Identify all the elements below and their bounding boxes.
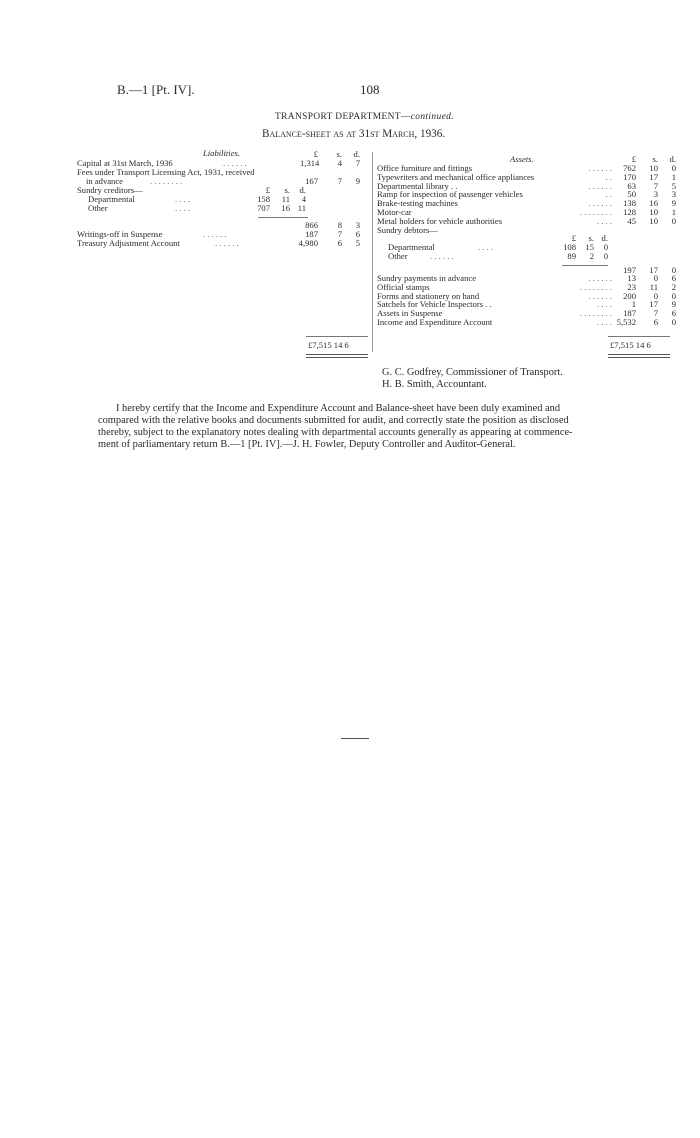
asset-amount-pence: 5 bbox=[671, 180, 676, 191]
dot-leader: . . . . bbox=[478, 242, 494, 252]
asset-amount-pence: 6 bbox=[671, 273, 676, 283]
liability-label-fees-cont: in advance bbox=[86, 176, 123, 186]
asset-amount bbox=[614, 217, 684, 227]
column-divider bbox=[372, 152, 373, 352]
certificate-line-1: I hereby certify that the Income and Expenditure Account and Balance-sheet have been duly examined and bbox=[116, 403, 561, 414]
subtotal-rule bbox=[258, 217, 308, 218]
creditor-label-other: Other bbox=[88, 203, 108, 213]
asset-amount-shillings: 0 bbox=[653, 273, 658, 283]
asset-label: Official stamps bbox=[377, 281, 430, 292]
dot-leader: . . . . . . bbox=[223, 158, 247, 168]
liability-label-writings-off: Writings-off in Suspense bbox=[77, 229, 163, 239]
asset-amount-pence: 0 bbox=[671, 163, 676, 173]
dot-leader: . . . . . . . . bbox=[579, 309, 612, 319]
assets-heading: Assets. bbox=[510, 154, 534, 164]
liability-label-fees: Fees under Transport Licensing Act, 1931, received bbox=[77, 167, 255, 177]
asset-amount-pence: 1 bbox=[671, 171, 676, 182]
dot-leader: . . . . . . . . bbox=[579, 208, 612, 217]
signature-accountant: H. B. Smith, Accountant. bbox=[382, 379, 487, 390]
asset-amount-pounds: 170 bbox=[623, 171, 636, 182]
page-reference: B.—1 [Pt. IV]. bbox=[117, 82, 195, 97]
asset-amount-shillings: 10 bbox=[649, 163, 658, 173]
asset-label: Income and Expenditure Account bbox=[377, 317, 493, 327]
creditors-sub-col-headers: £ s. d. bbox=[265, 185, 306, 195]
total-rule-bottom bbox=[306, 354, 368, 358]
creditor-amount-other: 707 16 11 bbox=[257, 203, 306, 213]
asset-amount-shillings: 6 bbox=[653, 317, 658, 327]
total-rule-top bbox=[608, 336, 670, 337]
asset-amount-pence: 2 bbox=[671, 281, 676, 292]
department-title: TRANSPORT DEPARTMENT—continued. bbox=[275, 112, 455, 122]
dot-leader: . . . . bbox=[596, 216, 612, 226]
balance-sheet-title: Balance-sheet as at 31st March, 1936. bbox=[262, 128, 446, 140]
end-rule bbox=[341, 738, 369, 739]
page-number: 108 bbox=[360, 82, 380, 97]
asset-amount-pence: 6 bbox=[671, 308, 676, 319]
asset-amount-shillings: 0 bbox=[653, 290, 658, 301]
asset-amount-pounds: 762 bbox=[623, 163, 636, 173]
dot-leader: . . . . . . bbox=[588, 274, 612, 283]
liability-label-treasury: Treasury Adjustment Account bbox=[77, 238, 180, 248]
asset-label: Ramp for inspection of passenger vehicles bbox=[377, 189, 523, 200]
debtor-amount-other: 89 2 0 bbox=[567, 251, 608, 261]
liability-amount-writings-off: 187 7 6 bbox=[305, 229, 360, 239]
asset-label: Satchels for Vehicle Inspectors . . bbox=[377, 299, 492, 310]
asset-amount-shillings: 16 bbox=[649, 198, 658, 209]
dot-leader: . . . . bbox=[596, 300, 612, 310]
asset-amount-shillings: 7 bbox=[653, 180, 658, 191]
assets-col-headers: £ s. d. bbox=[631, 154, 676, 164]
asset-label-sundry-debtors: Sundry debtors— bbox=[377, 225, 438, 235]
asset-amount-pence: 0 bbox=[671, 215, 676, 226]
dot-leader: . . . . . . bbox=[203, 229, 227, 239]
asset-amount-pence: 0 bbox=[671, 317, 676, 327]
asset-label: Sundry payments in advance bbox=[377, 273, 477, 283]
subtotal-rule bbox=[562, 265, 608, 266]
dot-leader: . . . . . . bbox=[588, 199, 612, 209]
total-rule-bottom bbox=[608, 354, 670, 358]
liabilities-col-headers: £ s. d. bbox=[313, 149, 360, 159]
certificate-line-2: compared with the relative books and documents submitted for audit, and correctly state the position as disclosed bbox=[98, 415, 569, 426]
asset-amount-pounds: 50 bbox=[627, 189, 636, 200]
certificate-line-4: ment of parliamentary return B.—1 [Pt. IV].—J. H. Fowler, Deputy Controller and Auditor-General. bbox=[98, 439, 516, 450]
asset-amount-pounds: 23 bbox=[627, 281, 636, 292]
asset-label: Departmental library . . bbox=[377, 180, 458, 191]
asset-amount-shillings: 3 bbox=[653, 189, 658, 200]
asset-label: Assets in Suspense bbox=[377, 308, 443, 319]
asset-amount-shillings: 17 bbox=[649, 299, 658, 310]
dot-leader: . . bbox=[605, 172, 612, 182]
asset-amount-pence: 0 bbox=[671, 290, 676, 301]
liability-amount-treasury: 4,980 6 5 bbox=[298, 238, 360, 248]
asset-amount-shillings: 11 bbox=[649, 281, 658, 292]
asset-label: Motor-car bbox=[377, 207, 412, 217]
debtor-label-departmental: Departmental bbox=[388, 242, 435, 252]
asset-amount-shillings: 17 bbox=[649, 171, 658, 182]
creditors-total: 866 8 3 bbox=[305, 220, 360, 230]
total-rule-top bbox=[306, 336, 368, 337]
dot-leader: . . . . bbox=[596, 318, 612, 327]
asset-amount-pence: 9 bbox=[671, 198, 676, 209]
dot-leader: . . . . . . bbox=[588, 291, 612, 301]
asset-amount-pounds: 200 bbox=[623, 290, 636, 301]
asset-label: Office furniture and fittings bbox=[377, 163, 473, 173]
asset-label: Brake-testing machines bbox=[377, 198, 458, 209]
asset-amount-pence: 9 bbox=[671, 299, 676, 310]
debtors-sub-col-headers: £ s. d. bbox=[571, 233, 608, 243]
asset-amount-pence: 3 bbox=[671, 189, 676, 200]
asset-amount-pounds: 128 bbox=[623, 207, 636, 217]
asset-amount-pounds: 45 bbox=[627, 215, 636, 226]
certificate-line-3: thereby, subject to the explanatory notes dealing with departmental accounts generally as appearing at commence- bbox=[98, 427, 573, 438]
creditor-amount-departmental: 158 11 4 bbox=[257, 194, 306, 204]
dot-leader: . . . . . . bbox=[430, 251, 454, 261]
dot-leader: . . . . . . bbox=[215, 238, 239, 248]
liabilities-heading: Liabilities. bbox=[203, 148, 241, 158]
asset-amount-pence: 1 bbox=[671, 207, 676, 217]
dot-leader: . . . . . . bbox=[588, 181, 612, 191]
creditor-label-departmental: Departmental bbox=[88, 194, 135, 204]
liabilities-total: £7,515 14 6 bbox=[308, 340, 349, 350]
debtor-label-other: Other bbox=[388, 251, 408, 261]
dot-leader: . . . . . . . . bbox=[150, 176, 183, 186]
asset-amount-pounds: 63 bbox=[627, 180, 636, 191]
liability-label-capital: Capital at 31st March, 1936 bbox=[77, 158, 173, 168]
dot-leader: . . . . . . . . bbox=[579, 282, 612, 292]
liability-amount-capital: 1,314 4 7 bbox=[300, 158, 360, 168]
assets-total: £7,515 14 6 bbox=[610, 340, 651, 350]
signature-commissioner: G. C. Godfrey, Commissioner of Transport. bbox=[382, 367, 563, 378]
asset-amount-pounds: 1 bbox=[631, 299, 636, 310]
liability-amount-fees: 167 7 9 bbox=[305, 176, 360, 186]
asset-amount bbox=[614, 318, 684, 328]
asset-label: Forms and stationery on hand bbox=[377, 290, 480, 301]
debtors-total: 197 17 0 bbox=[623, 265, 676, 275]
dot-leader: . . bbox=[605, 190, 612, 200]
asset-amount-pounds: 138 bbox=[623, 198, 636, 209]
liability-label-sundry-creditors: Sundry creditors— bbox=[77, 185, 143, 195]
dot-leader: . . . . bbox=[175, 203, 191, 213]
asset-label: Typewriters and mechanical office appliances bbox=[377, 171, 535, 182]
asset-amount-shillings: 10 bbox=[649, 207, 658, 217]
asset-amount-shillings: 10 bbox=[649, 215, 658, 226]
asset-amount-shillings: 7 bbox=[653, 308, 658, 319]
debtor-amount-departmental: 108 15 0 bbox=[563, 242, 608, 252]
asset-amount-pounds: 13 bbox=[627, 273, 636, 283]
dot-leader: . . . . bbox=[175, 194, 191, 204]
asset-amount-pounds: 5,532 bbox=[616, 317, 636, 327]
asset-label: Metal holders for vehicle authorities bbox=[377, 215, 503, 226]
asset-amount-pounds: 187 bbox=[623, 308, 636, 319]
dot-leader: . . . . . . bbox=[588, 164, 612, 173]
